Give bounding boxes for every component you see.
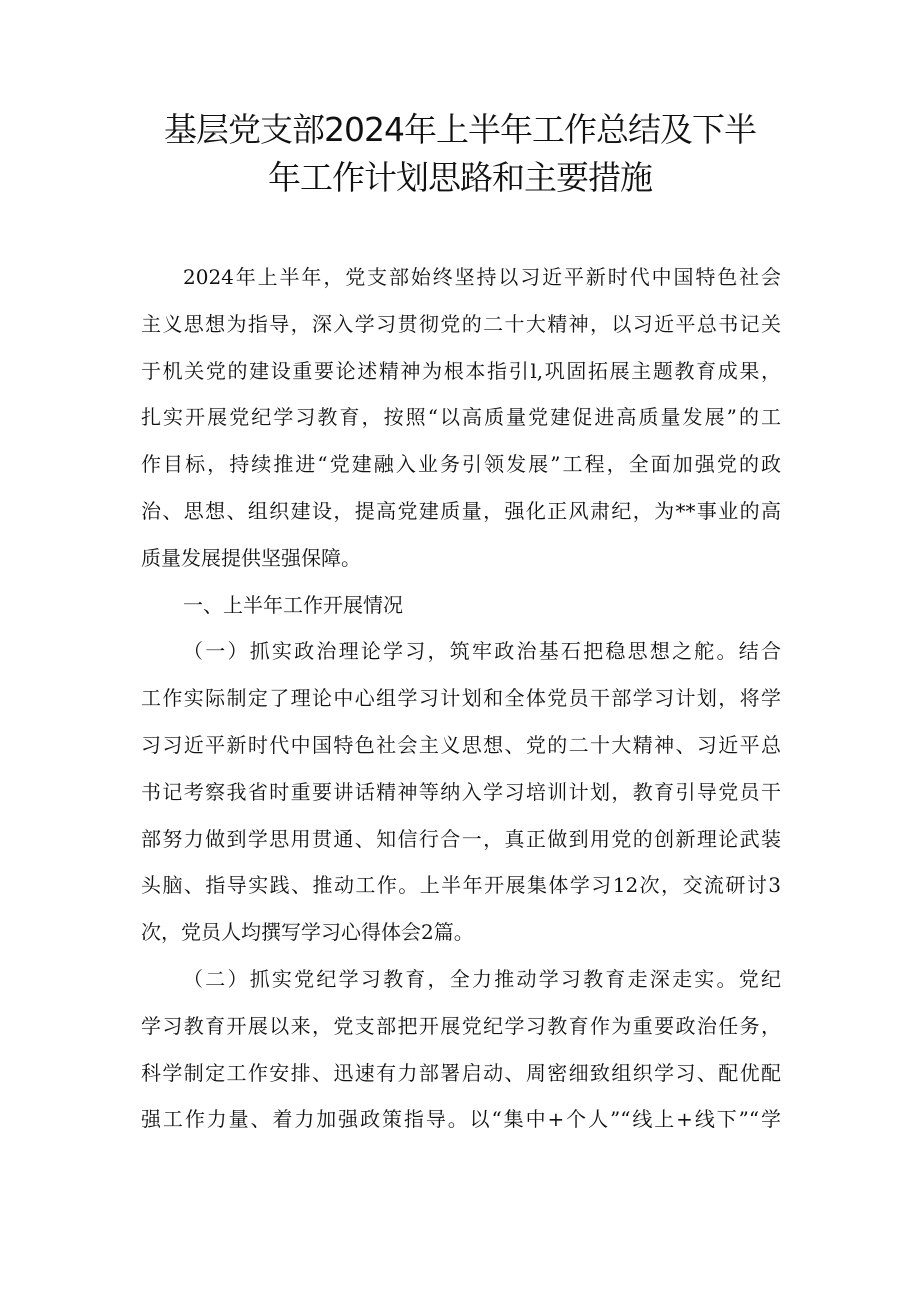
document-title <box>120 106 800 202</box>
section-heading <box>141 582 781 629</box>
text-line: 习习近平新时代中国特色社会主义思想、党的二十大精神、习近平总 <box>141 732 781 757</box>
section-1-heading: 一、上半年工作开展情况 <box>183 592 403 617</box>
text-line: 2024年上半年，党支部始终坚持以习近平新时代中国特色社会 <box>183 265 781 289</box>
text-line: 书记考察我省时重要讲话精神等纳入学习培训计划，教育引导党员干 <box>141 779 781 804</box>
text-line: （一）抓实政治理论学习，筑牢政治基石把稳思想之舵。结合 <box>183 639 781 664</box>
paragraph-discipline-education <box>141 956 781 1143</box>
text-line: 主义思想为指导，深入学习贯彻党的二十大精神，以习近平总书记关 <box>141 311 781 336</box>
text-line: 质量发展提供坚强保障。 <box>141 545 361 570</box>
text-line: 治、思想、组织建设，提高党建质量，强化正风肃纪，为**事业的高 <box>141 498 781 523</box>
text-line: 扎实开展党纪学习教育，按照“以高质量党建促进高质量发展”的工 <box>141 405 781 430</box>
document-body <box>141 254 781 1143</box>
paragraph-theory-study <box>141 628 781 956</box>
title-line-2: 年工作计划思路和主要措施 <box>268 158 652 197</box>
text-line: 作目标，持续推进“党建融入业务引领发展”工程，全面加强党的政 <box>141 452 781 477</box>
text-line: 部努力做到学思用贯通、知信行合一，真正做到用党的创新理论武装 <box>141 826 781 851</box>
text-line: 强工作力量、着力加强政策指导。以“集中+个人”“线上+线下”“学 <box>141 1107 781 1132</box>
text-line: 学习教育开展以来，党支部把开展党纪学习教育作为重要政治任务， <box>141 1013 781 1038</box>
title-line-1: 基层党支部2024年上半年工作总结及下半 <box>164 110 756 149</box>
text-line: 于机关党的建设重要论述精神为根本指引l,巩固拓展主题教育成果， <box>141 358 781 383</box>
text-line: 科学制定工作安排、迅速有力部署启动、周密细致组织学习、配优配 <box>141 1060 781 1085</box>
text-line: 次，党员人均撰写学习心得体会2篇。 <box>141 920 474 945</box>
text-line: （二）抓实党纪学习教育，全力推动学习教育走深走实。党纪 <box>183 966 781 991</box>
text-line: 工作实际制定了理论中心组学习计划和全体党员干部学习计划，将学 <box>141 686 781 711</box>
text-line: 头脑、指导实践、推动工作。上半年开展集体学习12次，交流研讨3 <box>141 873 781 898</box>
paragraph-intro <box>141 254 781 582</box>
